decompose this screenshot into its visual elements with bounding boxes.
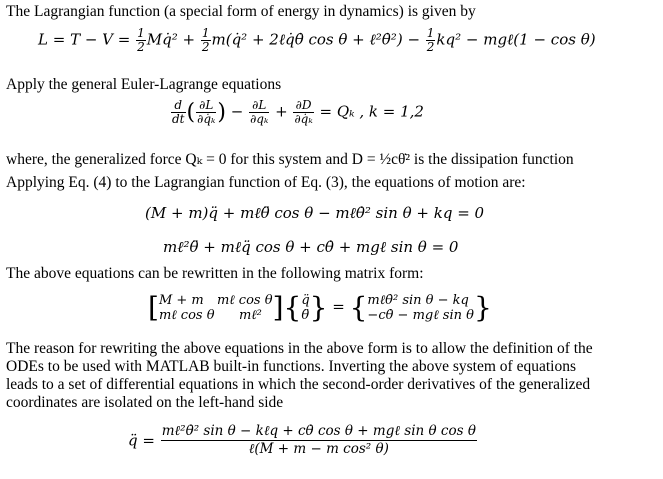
paragraph-matrix-form: The above equations can be rewritten in the following matrix form: <box>6 265 424 282</box>
d-dt-fraction: $\frac{d}{dt}$ <box>172 98 185 126</box>
dL-dq-fraction: $\frac{\partial L}{\text{∂qₖ}}$ <box>250 98 269 126</box>
final-fraction <box>161 423 477 458</box>
matrix-a21: mℓ cos θ <box>158 307 215 323</box>
lagrangian-term-1: Mq̇² + <box>146 30 200 49</box>
final-equation <box>128 423 478 458</box>
right-paren: ) <box>217 100 226 125</box>
motion-equation-2: mℓ²θ̈ + mℓq̈ cos θ + cθ̇ + mgℓ sin θ = 0 <box>163 238 459 256</box>
vector-right-brace: } <box>309 291 328 324</box>
rhs-right-brace: } <box>473 291 492 324</box>
paragraph-euler-lagrange: Apply the general Euler-Lagrange equations <box>6 76 282 93</box>
euler-lagrange-rhs: = Qₖ , k = 1,2 <box>319 102 424 121</box>
rhs-b1: mℓθ̇² sin θ − kq <box>367 292 469 308</box>
lagrangian-term-3: kq² − mgℓ(1 − cos θ) <box>436 30 596 49</box>
coefficient-matrix <box>159 293 273 323</box>
half-fraction-3: $\frac{1}{2}$ <box>426 26 435 54</box>
vector-x2: θ̈ <box>301 307 310 323</box>
final-denominator: ℓ(M + m − m cos² θ) <box>248 441 389 457</box>
motion-equation-1: (M + m)q̈ + mℓθ̈ cos θ − mℓθ̇² sin θ + kq = 0 <box>145 204 485 222</box>
half-fraction-1: $\frac{1}{2}$ <box>137 26 145 54</box>
paragraph-reason-2: ODEs to be used with MATLAB built-in functions. Inverting the above system of equations <box>6 358 576 375</box>
matrix-a11: M + m <box>158 292 204 308</box>
left-paren: ( <box>186 100 196 125</box>
paragraph-reason-4: coordinates are isolated on the left-hand side <box>6 394 284 411</box>
vector-x1: q̈ <box>301 292 310 308</box>
vector-left-brace: { <box>283 291 302 324</box>
lagrangian-lhs: L = T − V = <box>38 30 136 49</box>
rhs-vector <box>367 293 474 323</box>
lagrangian-equation <box>38 27 596 54</box>
matrix-a12: mℓ cos θ <box>216 292 273 308</box>
paragraph-reason-1: The reason for rewriting the above equations in the above form is to allow the definition of the <box>6 340 593 357</box>
dL-dqdot-fraction: $\frac{\partial L}{\text{∂q̇ₖ}}$ <box>197 98 216 126</box>
rhs-left-brace: { <box>349 291 368 324</box>
matrix-right-bracket: ] <box>272 291 284 324</box>
final-lhs: q̈ = <box>128 431 155 450</box>
paragraph-reason-3: leads to a set of differential equations in which the second-order derivatives of the generalized <box>6 376 591 393</box>
matrix-equation: [ M + m mℓ cos θ mℓ cos θ mℓ² ]{ q̈ θ̈ } = { mℓθ̇² sin θ − kq −cθ̇ − mgℓ sin θ } <box>148 291 492 324</box>
half-fraction-2: $\frac{1}{2}$ <box>201 26 210 54</box>
unknown-vector <box>301 293 309 323</box>
rhs-b2: −cθ̇ − mgℓ sin θ <box>367 307 474 323</box>
lagrangian-term-2: m(q̇² + 2ℓq̇θ̇ cos θ + ℓ²θ̇²) − <box>211 30 425 49</box>
final-numerator: mℓ²θ̇² sin θ − kℓq + cθ̇ cos θ + mgℓ sin θ cos θ <box>161 423 476 439</box>
paragraph-intro: The Lagrangian function (a special form of energy in dynamics) is given by <box>6 3 476 20</box>
matrix-a22: mℓ² <box>238 307 262 323</box>
matrix-left-bracket: [ <box>148 291 159 324</box>
dD-dqdot-fraction: $\frac{\partial D}{\text{∂q̇ₖ}}$ <box>294 98 313 126</box>
paragraph-applying-eq: Applying Eq. (4) to the Lagrangian function of Eq. (3), the equations of motion are: <box>6 174 526 191</box>
euler-lagrange-equation: $\frac{d}{dt}$ ( $\frac{\partial L}{\text{∂q̇ₖ}}$ ) − $\frac{\partial L}{\text{∂qₖ}}$ + $\frac{\partial D}{\text{∂q̇ₖ}}$ = Qₖ , k = 1,2 <box>172 98 424 126</box>
paragraph-generalized-force: where, the generalized force Qₖ = 0 for this system and D = ½cθ̇² is the dissipation function <box>6 151 574 168</box>
